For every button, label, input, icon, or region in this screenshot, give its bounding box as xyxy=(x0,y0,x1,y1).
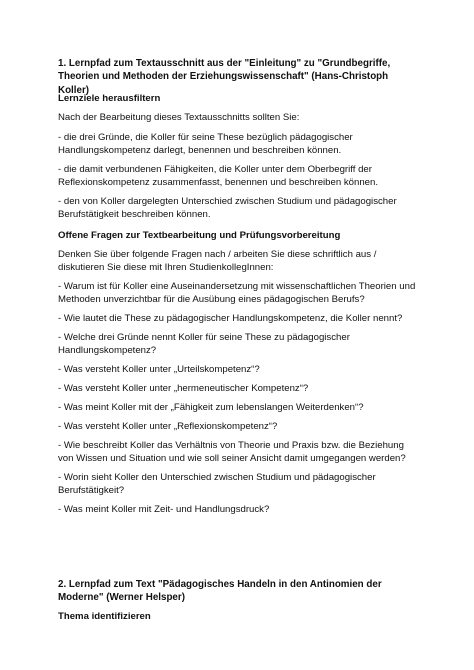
frage-item-10: - Was meint Koller mit Zeit- und Handlungsdruck? xyxy=(58,504,270,515)
frage-item-1: - Warum ist für Koller eine Auseinandersetzung mit wissenschaftlichen Theorien und Methoden unverzichtbar für die Ausübung eines pädagogischen Berufs? xyxy=(58,281,416,306)
frage-item-8: - Wie beschreibt Koller das Verhältnis von Theorie und Praxis bzw. die Beziehung von Wissen und Situation und wie soll seiner Ansicht damit umgegangen werden? xyxy=(58,440,406,465)
frage-item-4: - Was versteht Koller unter „Urteilskompetenz“? xyxy=(58,364,260,375)
section2-title: 2. Lernpfad zum Text "Pädagogisches Handeln in den Antinomien der Moderne" (Werner Helsper) xyxy=(58,579,382,604)
frage-item-6: - Was meint Koller mit der „Fähigkeit zum lebenslangen Weiterdenken“? xyxy=(58,402,364,413)
section1-title: 1. Lernpfad zum Textausschnitt aus der "Einleitung" zu "Grundbegriffe, Theorien und Methoden der Erziehungswissenschaft" (Hans-Christoph Koller) xyxy=(58,58,391,96)
frage-item-9: - Worin sieht Koller den Unterschied zwischen Studium und pädagogischer Berufstätigkeit? xyxy=(58,472,376,497)
lernziel-item-1: - die drei Gründe, die Koller für seine These bezüglich pädagogischer Handlungskompetenz darlegt, benennen und beschreiben können. xyxy=(58,132,353,157)
frage-item-5: - Was versteht Koller unter „hermeneutischer Kompetenz“? xyxy=(58,383,309,394)
frage-item-3: - Welche drei Gründe nennt Koller für seine These zu pädagogischer Handlungskompetenz? xyxy=(58,332,350,357)
fragen-heading: Offene Fragen zur Textbearbeitung und Prüfungsvorbereitung xyxy=(58,230,341,241)
lernziele-intro: Nach der Bearbeitung dieses Textausschnitts sollten Sie: xyxy=(58,112,300,123)
lernziel-item-3: - den von Koller dargelegten Unterschied zwischen Studium und pädagogischer Berufstätigkeit beschreiben können. xyxy=(58,196,397,221)
frage-item-2: - Wie lautet die These zu pädagogischer Handlungskompetenz, die Koller nennt? xyxy=(58,313,403,324)
thema-heading: Thema identifizieren xyxy=(58,611,151,622)
lernziele-heading: Lernziele herausfiltern xyxy=(58,93,161,104)
frage-item-7: - Was versteht Koller unter „Reflexionskompetenz“? xyxy=(58,421,278,432)
lernziel-item-2: - die damit verbundenen Fähigkeiten, die Koller unter dem Oberbegriff der Reflexionskompetenz zusammenfasst, benennen und beschreiben können. xyxy=(58,164,378,189)
fragen-intro: Denken Sie über folgende Fragen nach / arbeiten Sie diese schriftlich aus / diskutieren Sie diese mit Ihren StudienkollegInnen: xyxy=(58,249,377,274)
